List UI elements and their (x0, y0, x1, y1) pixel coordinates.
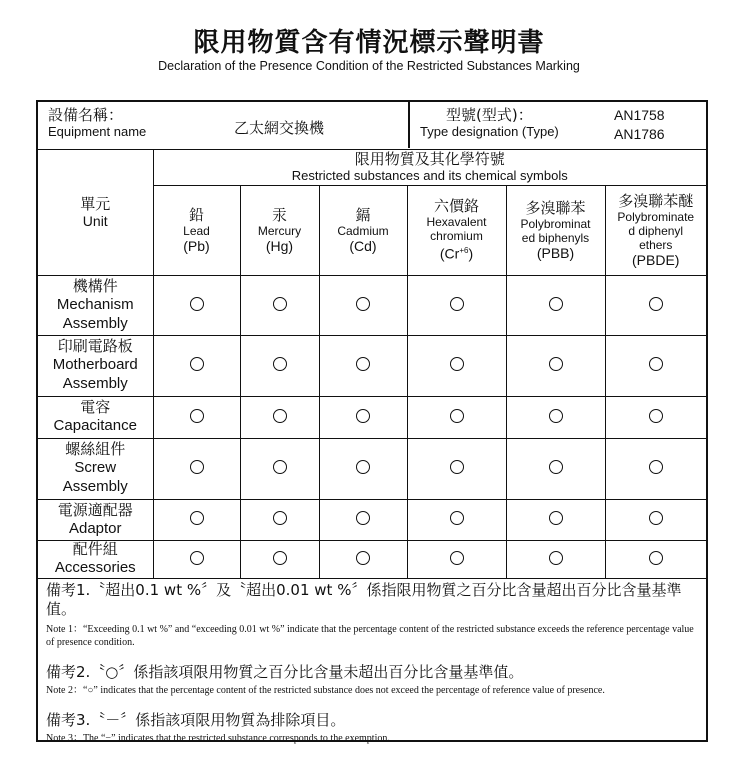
unit-en: Screw (74, 459, 117, 476)
substance-table (38, 102, 706, 579)
circle-mark-icon (450, 551, 464, 565)
mark-cell (319, 275, 407, 335)
note-3 (38, 697, 706, 745)
circle-mark-icon (273, 357, 287, 371)
notes-section (38, 578, 706, 745)
circle-mark-icon (273, 297, 287, 311)
circle-mark-icon (450, 460, 464, 474)
mark-cell (153, 335, 240, 396)
unit-zh: 印刷電路板 (57, 337, 133, 355)
circle-mark-icon (549, 551, 563, 565)
substance-symbol: (Pb) (183, 237, 210, 254)
substance-symbol: (Hg) (265, 237, 294, 254)
type-label-en: Type designation (Type) (420, 124, 559, 140)
mark-cell (319, 438, 407, 499)
substance-zh: 多溴聯苯醚 (618, 191, 694, 210)
circle-mark-icon (450, 297, 464, 311)
circle-mark-icon (356, 460, 370, 474)
type-label-zh: 型號(型式)： (446, 106, 533, 125)
equipment-divider (408, 102, 410, 148)
note-1 (38, 578, 706, 649)
table-row (38, 396, 706, 438)
note-2 (38, 649, 706, 697)
substance-pbb (506, 185, 605, 275)
table-row (38, 275, 706, 335)
mark-cell (240, 540, 319, 578)
note-1-en: Note 1：“Exceeding 0.1 wt %” and “exceeding 0.01 wt %” indicate that the percentage content of the restricted substance exceeds the reference percentage value of presence condition. (46, 624, 694, 648)
substance-symbol: (Cd) (349, 237, 377, 254)
note-1-zh: 備考1.〝超出0.1 wt %〞及〝超出0.01 wt %〞係指限用物質之百分比含量超出百分比含量基準值。 (46, 581, 682, 618)
unit-zh: 電源適配器 (57, 500, 133, 519)
restricted-header-cell (153, 149, 706, 185)
mark-cell (240, 275, 319, 335)
substance-en: Cadmium (337, 223, 389, 238)
substance-en: Mercury (257, 223, 302, 238)
mark-cell (407, 540, 506, 578)
unit-header-cell (38, 149, 153, 275)
mark-cell (407, 335, 506, 396)
circle-mark-icon (649, 297, 663, 311)
substance-pbde (605, 185, 706, 275)
substance-en: chromium (430, 229, 483, 244)
circle-mark-icon (356, 409, 370, 423)
circle-mark-icon (549, 409, 563, 423)
mark-cell (506, 499, 605, 540)
mark-cell (153, 540, 240, 578)
note-3-en: Note 3：The “−” indicates that the restricted substance corresponds to the exemption. (46, 733, 390, 744)
circle-mark-icon (273, 551, 287, 565)
substance-en: Polybrominate (617, 209, 695, 224)
unit-zh: 螺絲組件 (65, 440, 126, 458)
mark-cell (506, 540, 605, 578)
mark-cell (605, 540, 706, 578)
circle-mark-icon (190, 551, 204, 565)
restricted-header-zh: 限用物質及其化學符號 (354, 149, 505, 168)
mark-cell (605, 438, 706, 499)
type-value-1: AN1758 (614, 107, 665, 124)
unit-cell (38, 396, 153, 438)
substance-symbol: $(Cr^{+6})$ (439, 245, 474, 262)
table-row (38, 499, 706, 540)
unit-zh: 機構件 (72, 276, 118, 295)
equipment-name-value: 乙太網交換機 (234, 119, 325, 138)
circle-mark-icon (549, 357, 563, 371)
unit-en: Mechanism (56, 295, 134, 313)
unit-zh: 配件組 (72, 540, 118, 558)
circle-mark-icon (190, 409, 204, 423)
declaration-sheet (36, 100, 708, 742)
unit-en: Assembly (62, 314, 128, 332)
mark-cell (506, 335, 605, 396)
mark-cell (506, 396, 605, 438)
circle-mark-icon (273, 409, 287, 423)
mark-cell (407, 438, 506, 499)
substance-symbol: (PBB) (536, 244, 575, 261)
circle-mark-icon (190, 357, 204, 371)
mark-cell (407, 396, 506, 438)
unit-en: Assembly (62, 375, 128, 392)
unit-cell (38, 275, 153, 335)
substance-zh: 汞 (271, 205, 287, 224)
substance-cadmium (319, 185, 407, 275)
circle-mark-icon (549, 460, 563, 474)
circle-mark-icon (273, 511, 287, 525)
unit-en: Accessories (54, 559, 136, 576)
table-row (38, 540, 706, 578)
table-row (38, 335, 706, 396)
substance-en: Polybrominat (520, 216, 591, 231)
unit-en: Capacitance (53, 417, 137, 434)
unit-cell (38, 335, 153, 396)
unit-header-en: Unit (82, 212, 108, 229)
circle-mark-icon (356, 357, 370, 371)
equipment-row (38, 102, 706, 149)
mark-cell (319, 499, 407, 540)
circle-mark-icon (549, 511, 563, 525)
type-value-2: AN1786 (614, 126, 665, 143)
mark-cell (605, 396, 706, 438)
mark-cell (605, 499, 706, 540)
substance-lead (153, 185, 240, 275)
restricted-header-row (38, 149, 706, 185)
unit-cell (38, 499, 153, 540)
mark-cell (319, 396, 407, 438)
circle-mark-icon (649, 357, 663, 371)
circle-mark-icon (450, 409, 464, 423)
circle-mark-icon (356, 551, 370, 565)
substance-zh: 多溴聯苯 (525, 198, 586, 217)
unit-cell (38, 540, 153, 578)
substance-zh: 鎘 (355, 205, 371, 224)
substance-en: ethers (639, 237, 673, 252)
circle-mark-icon (649, 409, 663, 423)
mark-cell (153, 438, 240, 499)
circle-mark-icon (649, 551, 663, 565)
substance-en: ed biphenyls (521, 230, 590, 245)
mark-cell (319, 540, 407, 578)
substance-zh: 六價鉻 (433, 197, 479, 216)
unit-cell (38, 438, 153, 499)
circle-mark-icon (450, 357, 464, 371)
circle-mark-icon (649, 460, 663, 474)
mark-cell (407, 275, 506, 335)
mark-cell (319, 335, 407, 396)
mark-cell (240, 335, 319, 396)
circle-mark-icon (450, 511, 464, 525)
unit-header-zh: 單元 (80, 194, 111, 213)
mark-cell (605, 335, 706, 396)
table-row (38, 438, 706, 499)
unit-en: Motherboard (52, 356, 138, 373)
substance-zh: 鉛 (188, 205, 204, 224)
substance-en: d diphenyl (628, 223, 684, 238)
equipment-name-label-en: Equipment name (48, 124, 147, 140)
unit-en: Adaptor (68, 519, 122, 537)
circle-mark-icon (190, 297, 204, 311)
mark-cell (153, 499, 240, 540)
mark-cell (605, 275, 706, 335)
unit-zh: 電容 (80, 398, 111, 416)
substance-mercury (240, 185, 319, 275)
mark-cell (153, 396, 240, 438)
note-2-en: Note 2：“○” indicates that the percentage content of the restricted substance does not exceed the percentage of reference value of presence. (46, 685, 605, 696)
circle-mark-icon (356, 297, 370, 311)
mark-cell (506, 275, 605, 335)
substance-symbol: (PBDE) (632, 251, 680, 268)
circle-mark-icon (549, 297, 563, 311)
equipment-name-label-zh: 設備名稱： (48, 106, 124, 125)
page-title: 限用物質含有情況標示聲明書 (193, 28, 545, 58)
mark-cell (153, 275, 240, 335)
substance-en: Lead (183, 223, 210, 238)
note-2-zh: 備考2.〝○〞係指該項限用物質之百分比含量未超出百分比含量基準值。 (46, 663, 524, 681)
circle-mark-icon (273, 460, 287, 474)
substance-en: Hexavalent (426, 215, 487, 230)
substance-chromium (407, 185, 506, 275)
mark-cell (407, 499, 506, 540)
mark-cell (240, 499, 319, 540)
circle-mark-icon (649, 511, 663, 525)
circle-mark-icon (356, 511, 370, 525)
note-3-zh: 備考3.〝－〞係指該項限用物質為排除項目。 (46, 711, 346, 729)
mark-cell (240, 396, 319, 438)
unit-en: Assembly (62, 478, 128, 495)
circle-mark-icon (190, 460, 204, 474)
mark-cell (240, 438, 319, 499)
mark-cell (506, 438, 605, 499)
circle-mark-icon (190, 511, 204, 525)
restricted-header-en: Restricted substances and its chemical symbols (291, 167, 568, 183)
page-subtitle: Declaration of the Presence Condition of the Restricted Substances Marking (158, 59, 580, 73)
